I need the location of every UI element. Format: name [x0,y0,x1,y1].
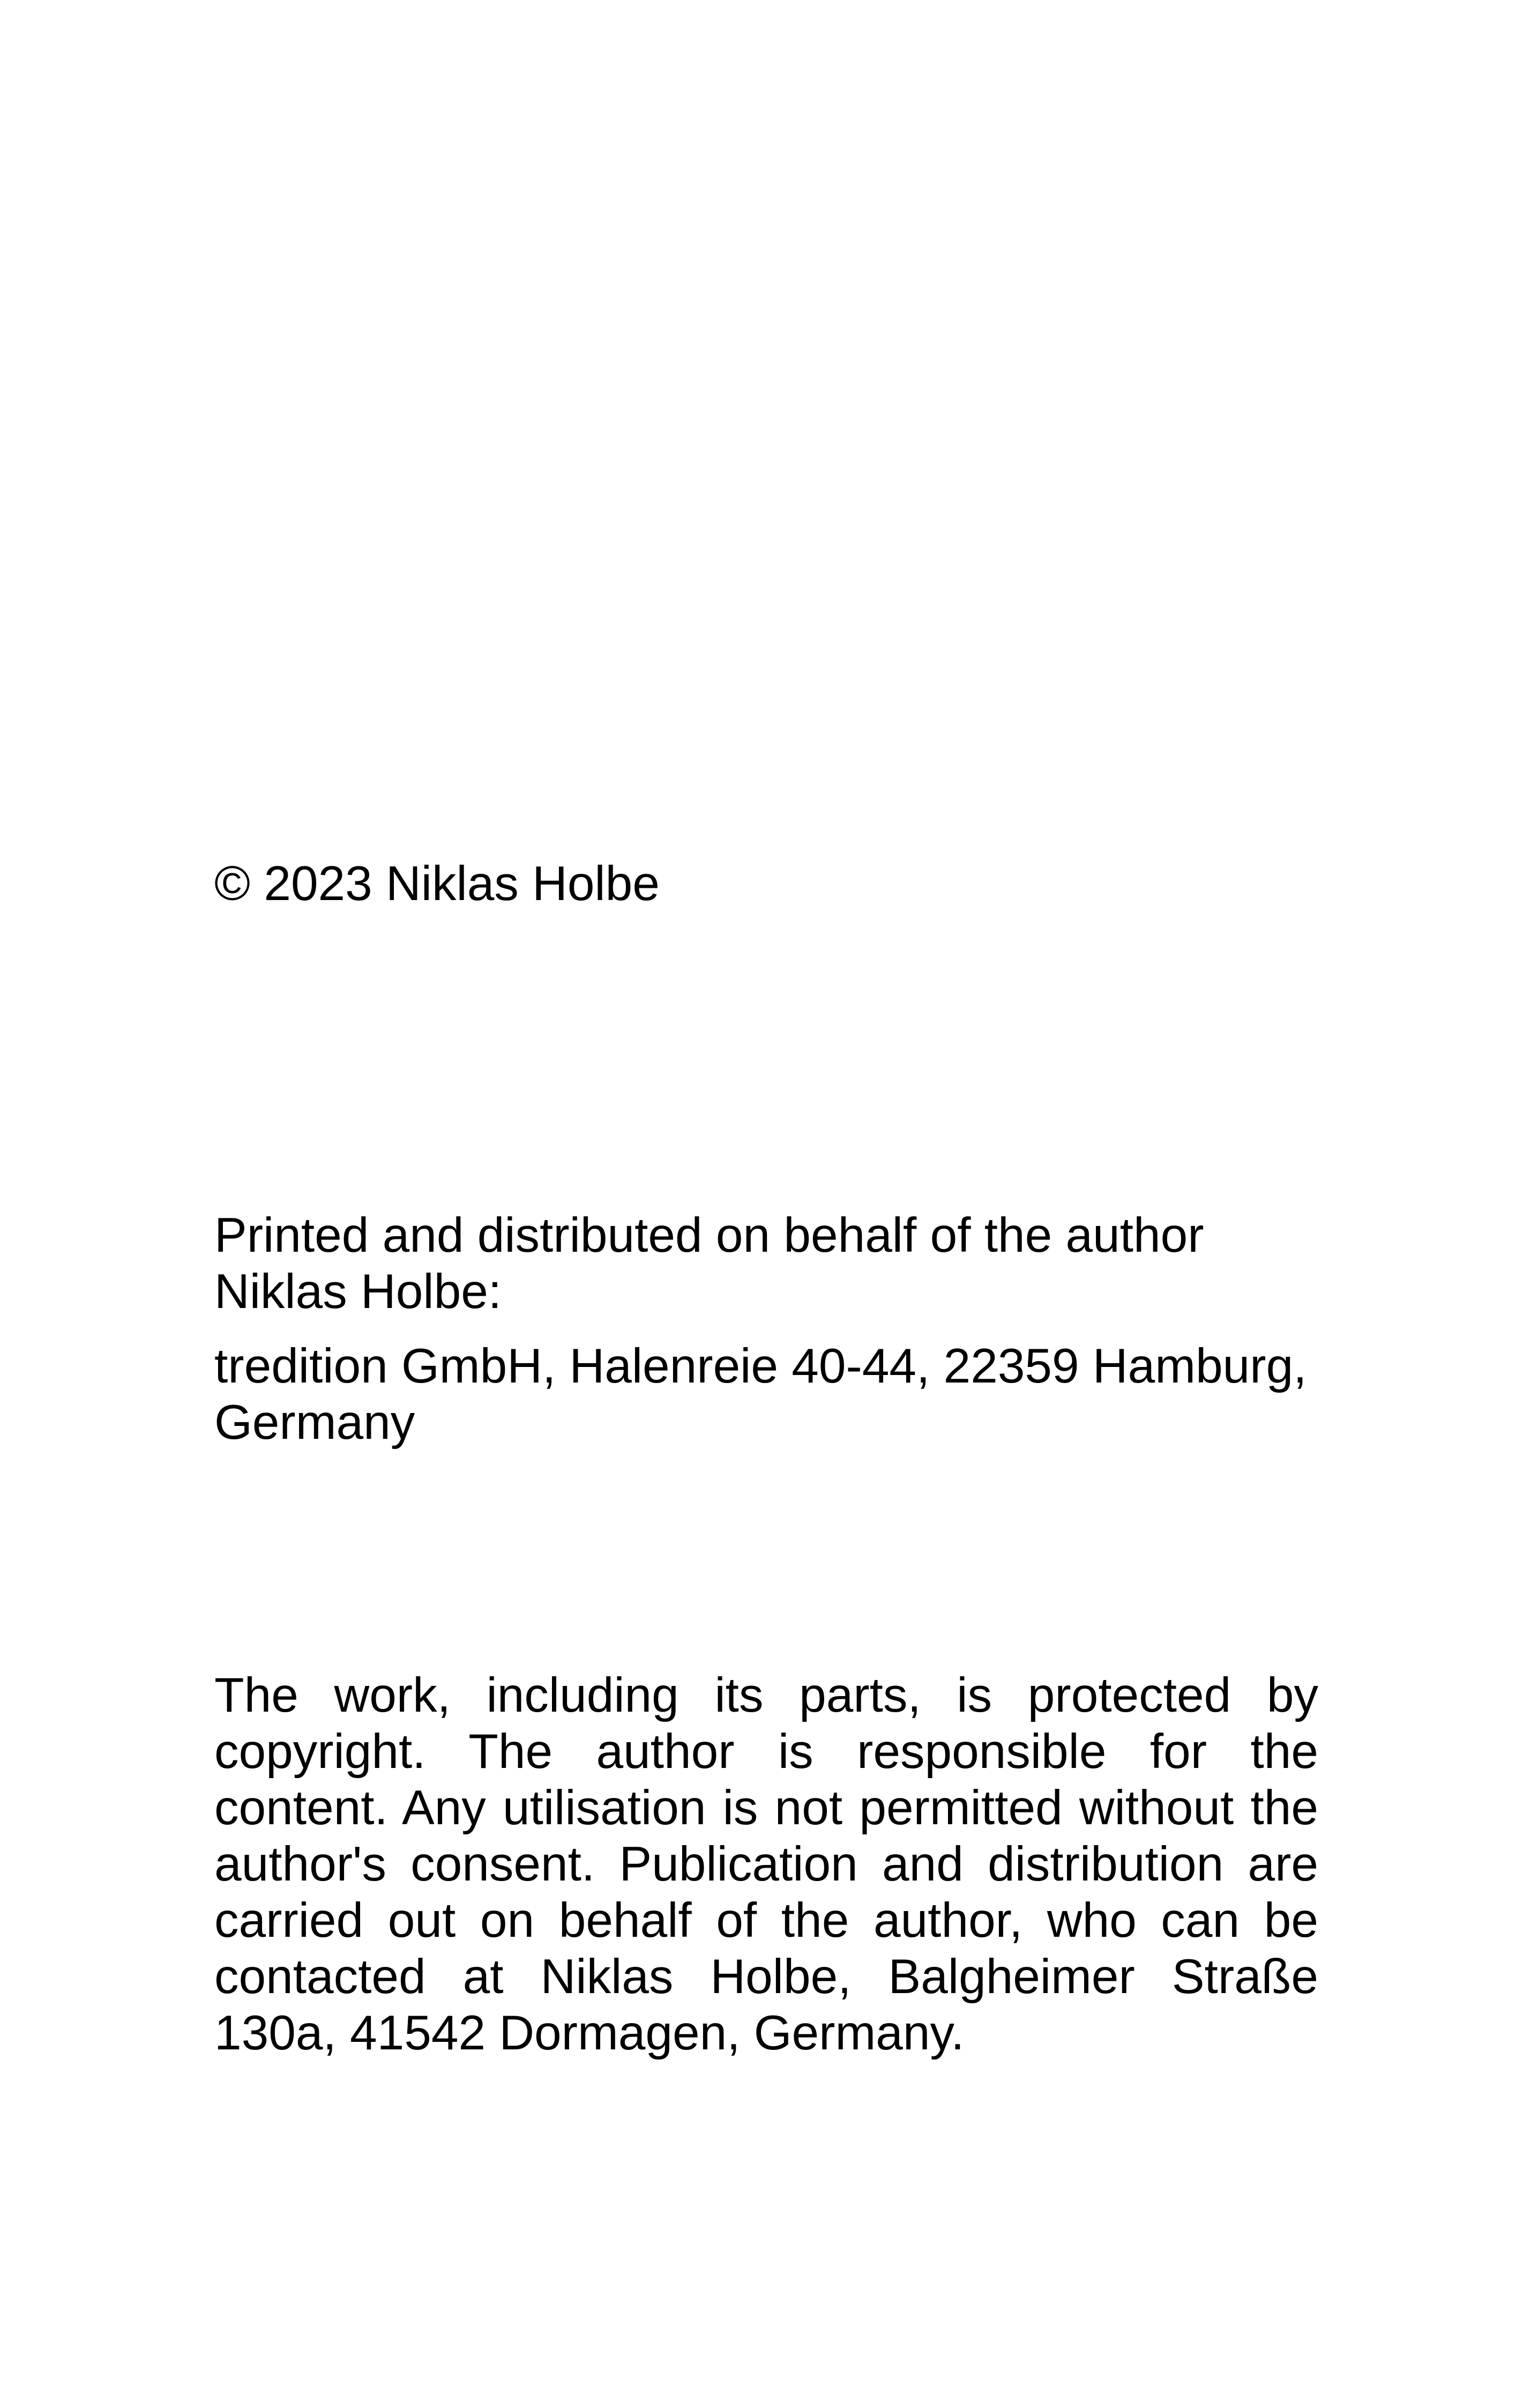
legal-notice: The work, including its parts, is protected by copyright. The author is responsible for the content. Any utilisation is not permitted without the author's consent. Publication and distribution are carried out on behalf of the author, who can be contacted at Niklas Holbe, Balgheimer Straße 130a, 41542 Dormagen, Germany. [214,1668,1318,2060]
copyright-notice: © 2023 Niklas Holbe [214,857,660,911]
publisher-address: tredition GmbH, Halenreie 40-44, 22359 Hamburg, Germany [214,1339,1307,1450]
distribution-intro: Printed and distributed on behalf of the author Niklas Holbe: [214,1208,1204,1319]
distribution-info [214,1207,1318,1451]
